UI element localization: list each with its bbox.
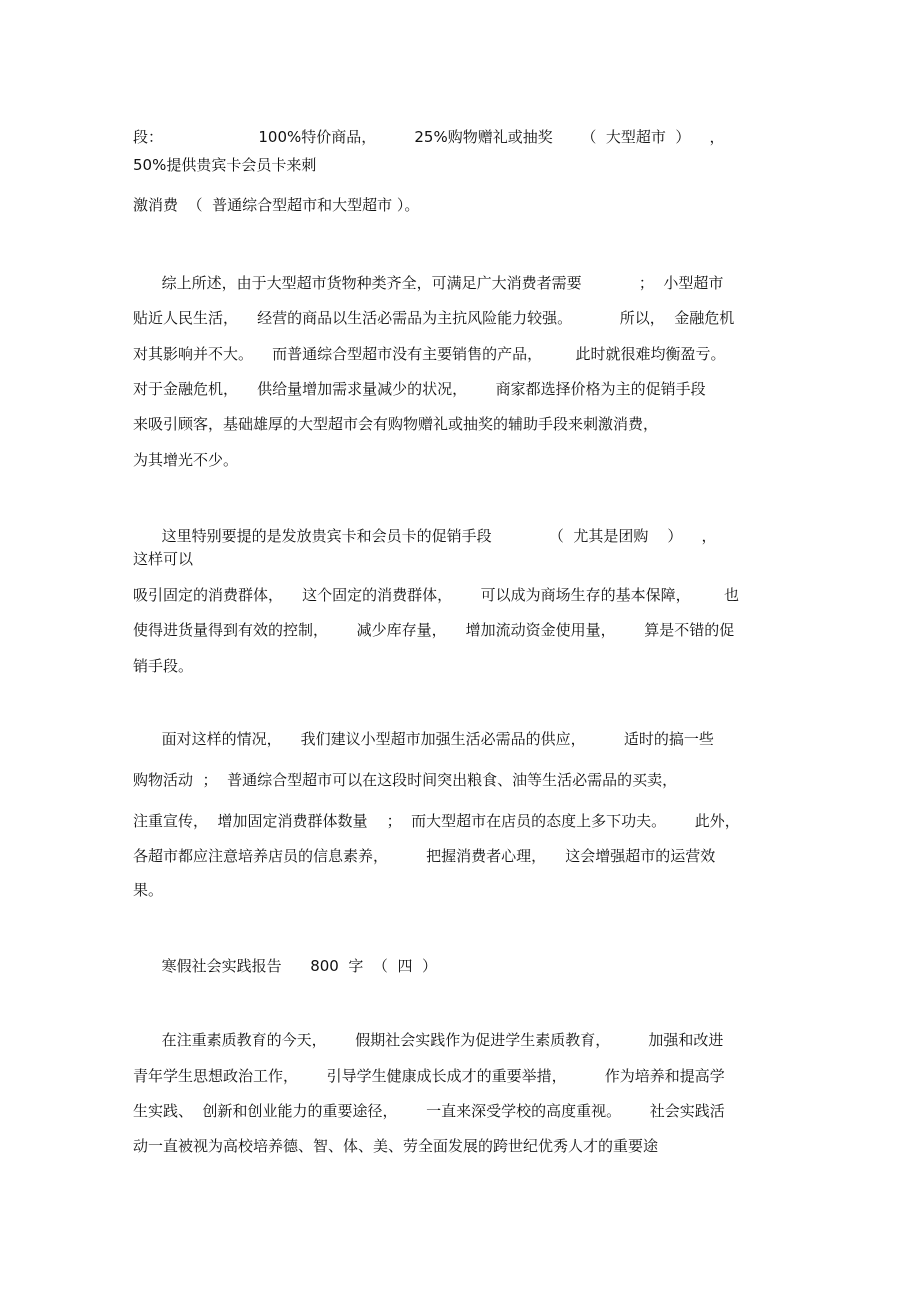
text-line: 面对这样的情况， 我们建议小型超市加强生活必需品的供应， 适时的搞一些 xyxy=(133,730,714,748)
text-line: 动一直被视为高校培养德、智、体、美、劳全面发展的跨世纪优秀人才的重要途 xyxy=(133,1137,659,1155)
text-line: 使得进货量得到有效的控制， 减少库存量， 增加流动资金使用量， 算是不错的促 xyxy=(133,621,735,639)
text-line: 贴近人民生活， 经营的商品以生活必需品为主抗风险能力较强。 所以， 金融危机 xyxy=(133,309,735,327)
text-line: 这里特别要提的是发放贵宾卡和会员卡的促销手段 （ 尤其是团购 ） ， xyxy=(133,527,717,545)
text-line: 青年学生思想政治工作， 引导学生健康成长成才的重要举措， 作为培养和提高学 xyxy=(133,1067,725,1085)
text-line: 生实践、 创新和创业能力的重要途径， 一直来深受学校的高度重视。 社会实践活 xyxy=(133,1102,725,1120)
text-line: 对其影响并不大。 而普通综合型超市没有主要销售的产品， 此时就很难均衡盈亏。 xyxy=(133,345,726,363)
text-line: 50%提供贵宾卡会员卡来刺 xyxy=(133,156,317,174)
text-line: 注重宣传， 增加固定消费群体数量 ； 而大型超市在店员的态度上多下功夫。 此外， xyxy=(133,812,740,830)
text-line: 为其增光不少。 xyxy=(133,451,239,469)
text-line: 果。 xyxy=(133,881,164,899)
section-heading: 寒假社会实践报告 800 字 （ 四 ） xyxy=(133,957,437,975)
text-line: 来吸引顾客，基础雄厚的大型超市会有购物赠礼或抽奖的辅助手段来刺激消费， xyxy=(133,415,659,433)
text-line: 销手段。 xyxy=(133,657,194,675)
text-line: 对于金融危机， 供给量增加需求量减少的状况， 商家都选择价格为主的促销手段 xyxy=(133,380,706,398)
text-line: 吸引固定的消费群体， 这个固定的消费群体， 可以成为商场生存的基本保障， 也 xyxy=(133,586,740,604)
text-line: 综上所述，由于大型超市货物种类齐全，可满足广大消费者需要 ； 小型超市 xyxy=(133,274,724,292)
text-line: 各超市都应注意培养店员的信息素养， 把握消费者心理， 这会增强超市的运营效 xyxy=(133,847,716,865)
text-line: 激消费 （ 普通综合型超市和大型超市 ）。 xyxy=(133,196,420,214)
text-line: 在注重素质教育的今天， 假期社会实践作为促进学生素质教育， 加强和改进 xyxy=(133,1031,724,1049)
text-line: 购物活动 ； 普通综合型超市可以在这段时间突出粮食、油等生活必需品的买卖， xyxy=(133,771,678,789)
text-line: 段： 100%特价商品， 25%购物赠礼或抽奖 （ 大型超市 ） ， xyxy=(133,128,725,146)
text-line: 这样可以 xyxy=(133,550,194,568)
